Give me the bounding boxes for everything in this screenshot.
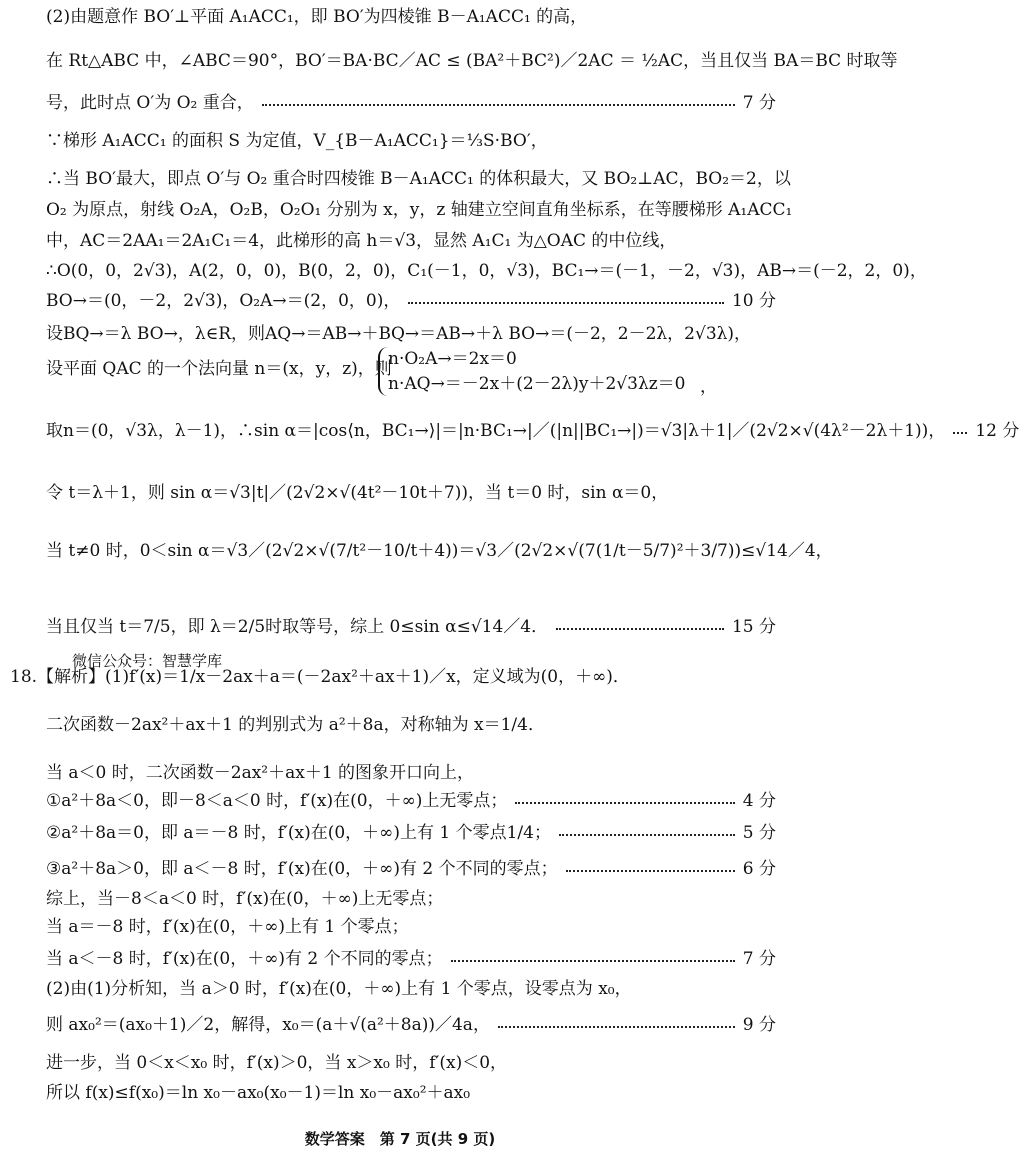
score-label: 4 分 [742, 791, 776, 811]
normal-vector-system [378, 347, 686, 396]
leader-dots [262, 104, 735, 106]
text-line [46, 948, 776, 971]
score-label: 9 分 [742, 1015, 776, 1035]
line-text: ③a²＋8a＞0，即 a＜－8 时，f′(x)在(0，＋∞)有 2 个不同的零点； [46, 859, 558, 879]
line-text: 当 a＜0 时，二次函数－2ax²＋ax＋1 的图象开口向上， [46, 763, 475, 783]
line-text: 二次函数－2ax²＋ax＋1 的判别式为 a²＋8a，对称轴为 x＝1/4． [46, 715, 545, 735]
score-label: 7 分 [742, 93, 776, 113]
line-text: 当 t≠0 时，0＜sin α＝√3／(2√2×√(7/t²－10/t＋4))＝√3／(2√2×√(7(1/t－5/7)²＋3/7))≤√14／4， [46, 541, 833, 561]
line-text: 进一步，当 0＜x＜x₀ 时，f′(x)＞0，当 x＞x₀ 时，f′(x)＜0， [46, 1053, 508, 1073]
text-line [46, 540, 833, 563]
text-line [46, 1082, 776, 1105]
line-text: 当 a＜－8 时，f′(x)在(0，＋∞)有 2 个不同的零点； [46, 949, 443, 969]
score-label: 6 分 [742, 859, 776, 879]
line-text: 当且仅当 t＝7/5，即 λ＝2/5时取等号，综上 0≤sin α≤√14／4． [46, 617, 549, 637]
text-line [46, 199, 793, 222]
text-line [46, 323, 776, 346]
line-text: 在 Rt△ABC 中，∠ABC＝90°，BO′＝BA·BC／AC ≤ (BA²＋BC²)／2AC ＝ ½AC，当且仅当 BA＝BC 时取等 [46, 51, 898, 71]
score-label: 10 分 [731, 291, 776, 311]
line-text: 令 t＝λ＋1，则 sin α＝√3|t|／(2√2×√(4t²－10t＋7))，当 t＝0 时，sin α＝0， [46, 483, 669, 503]
line-text: 号，此时点 O′为 O₂ 重合， [46, 93, 254, 113]
text-line [46, 790, 776, 813]
leader-dots [566, 870, 735, 872]
text-line [46, 6, 776, 29]
line-text: 中，AC＝2AA₁＝2A₁C₁＝4，此梯形的高 h＝√3，显然 A₁C₁ 为△OAC 的中位线， [46, 231, 677, 251]
score-label: 15 分 [731, 617, 776, 637]
text-line [46, 822, 776, 845]
text-line [46, 858, 776, 881]
text-line [46, 888, 776, 911]
score-label: 5 分 [742, 823, 776, 843]
text-line [46, 916, 776, 939]
text-line [46, 420, 1019, 443]
line-text: BO→＝(0，－2，2√3)，O₂A→＝(2，0，0)， [46, 291, 401, 311]
score-label: 12 分 [975, 421, 1019, 441]
text-line [46, 130, 776, 153]
score-label: 7 分 [742, 949, 776, 969]
line-text: 取n＝(0，√3λ，λ－1)，∴sin α＝|cos⟨n，BC₁→⟩|＝|n·BC₁→|／(|n||BC₁→|)＝√3|λ＋1|／(2√2×√(4λ²－2λ＋1))， [46, 421, 946, 441]
system-equation-1: n·O₂A→＝2x＝0 [388, 349, 517, 369]
line-text: ∴当 BO′最大，即点 O′与 O₂ 重合时四棱锥 B－A₁ACC₁ 的体积最大，又 BO₂⊥AC，BO₂＝2，以 [46, 169, 791, 189]
text-line [46, 482, 776, 505]
text-line [46, 168, 791, 191]
line-text: 所以 f(x)≤f(x₀)＝ln x₀－ax₀(x₀－1)＝ln x₀－ax₀²＋ax₀ [46, 1083, 471, 1103]
text-line [46, 92, 776, 115]
line-text: (2)由题意作 BO′⊥平面 A₁ACC₁，即 BO′为四棱锥 B－A₁ACC₁ 的高， [46, 7, 588, 27]
text-line [46, 1014, 776, 1037]
leader-dots [953, 432, 967, 434]
line-text: ①a²＋8a＜0，即－8＜a＜0 时，f′(x)在(0，＋∞)上无零点； [46, 791, 508, 811]
line-text: 则 ax₀²＝(ax₀＋1)／2，解得，x₀＝(a＋√(a²＋8a))／4a， [46, 1015, 490, 1035]
text-line [46, 1052, 776, 1075]
leader-dots [515, 802, 734, 804]
leader-dots [559, 834, 735, 836]
text-line [46, 978, 776, 1001]
text-line [46, 714, 776, 737]
line-text: O₂ 为原点，射线 O₂A，O₂B，O₂O₁ 分别为 x，y，z 轴建立空间直角坐标系，在等腰梯形 A₁ACC₁ [46, 200, 793, 220]
line-text: (2)由(1)分析知，当 a＞0 时，f′(x)在(0，＋∞)上有 1 个零点，设零点为 x₀， [46, 979, 632, 999]
text-line [46, 616, 776, 639]
leader-dots [556, 628, 724, 630]
text-line [46, 230, 776, 253]
text-line [46, 260, 927, 283]
line-text: ②a²＋8a＝0，即 a＝－8 时，f′(x)在(0，＋∞)上有 1 个零点1/4； [46, 823, 551, 843]
leader-dots [408, 302, 724, 304]
line-text: ∵梯形 A₁ACC₁ 的面积 S 为定值，V_{B－A₁ACC₁}＝⅓S·BO′， [46, 131, 548, 151]
line-text: 综上，当－8＜a＜0 时，f′(x)在(0，＋∞)上无零点； [46, 889, 444, 909]
text-line [46, 762, 776, 785]
leader-dots [451, 960, 735, 962]
page-footer: 数学答案 第 7 页(共 9 页) [304, 1130, 496, 1148]
text-line [46, 290, 776, 313]
line-text: ∴O(0，0，2√3)，A(2，0，0)，B(0，2，0)，C₁(－1，0，√3)，BC₁→＝(－1，－2，√3)，AB→＝(－2，2，0)， [46, 261, 927, 281]
line-text: 设BQ→＝λ BO→，λ∈R，则AQ→＝AB→＋BQ→＝AB→＋λ BO→＝(－2，2－2λ，2√3λ)， [46, 324, 752, 344]
line-text: 18.【解析】(1)f′(x)＝1/x－2ax＋a＝(－2ax²＋ax＋1)／x，定义域为(0，＋∞)． [10, 667, 630, 687]
watermark-text: 微信公众号：智慧学库 [72, 652, 223, 670]
text-line [46, 50, 898, 73]
system-equation-2: n·AQ→＝－2x＋(2－2λ)y＋2√3λz＝0 [388, 373, 686, 394]
leader-dots [498, 1026, 735, 1028]
line-text: 设平面 QAC 的一个法向量 n＝(x，y，z)，则 [46, 359, 392, 379]
line-text: 当 a＝－8 时，f′(x)在(0，＋∞)上有 1 个零点； [46, 917, 409, 937]
system-trailing-comma: ， [700, 377, 717, 397]
